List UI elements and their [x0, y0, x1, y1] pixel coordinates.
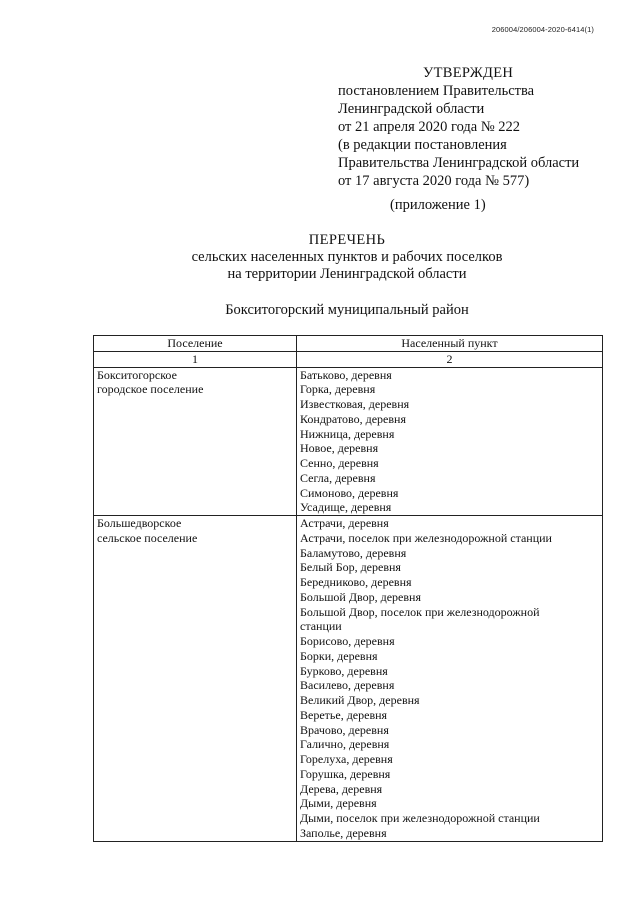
locality-cell [297, 367, 603, 516]
locality-item: Кондратово, деревня [300, 411, 406, 426]
approval-line: от 21 апреля 2020 года № 222 [338, 119, 521, 135]
settlement-name-line: Большедворское [97, 516, 182, 530]
locality-item: Новое, деревня [300, 441, 379, 456]
appendix-label: (приложение 1) [390, 197, 486, 213]
locality-cell [297, 516, 603, 842]
column-number: 1 [94, 351, 297, 367]
settlement-cell [94, 516, 297, 842]
locality-item: Большой Двор, поселок при железнодорожной [300, 604, 540, 619]
list-title: ПЕРЕЧЕНЬ [308, 232, 386, 248]
approval-line: Ленинградской области [338, 101, 485, 117]
locality-item: Сенно, деревня [300, 456, 379, 470]
list-heading [0, 232, 640, 283]
locality-item: Галично, деревня [300, 737, 390, 752]
approval-line: Правительства Ленинградской области [338, 155, 580, 171]
table-header-row [94, 336, 603, 352]
locality-item: Нижница, деревня [300, 426, 395, 441]
table-row [94, 516, 603, 842]
locality-item: станции [300, 619, 342, 634]
settlement-cell [94, 367, 297, 516]
locality-item: Сегла, деревня [300, 470, 376, 485]
approval-line: (в редакции постановления [338, 137, 507, 153]
approval-line: от 17 августа 2020 года № 577) [338, 173, 530, 189]
column-number-row [94, 351, 603, 367]
locality-item: Бурково, деревня [300, 663, 388, 678]
settlement-name-line: городское поселение [97, 382, 204, 397]
list-subtitle-line: на территории Ленинградской области [227, 266, 467, 282]
locality-item: Горушка, деревня [300, 766, 391, 781]
locality-item: Симоново, деревня [300, 485, 399, 500]
locality-item: Батьково, деревня [300, 367, 392, 382]
locality-item: Борки, деревня [300, 648, 378, 663]
locality-item: Великий Двор, деревня [300, 693, 420, 707]
settlement-name-line: Бокситогорское [97, 367, 177, 382]
locality-item: Астрачи, деревня [300, 516, 389, 530]
header-settlement: Поселение [94, 336, 297, 352]
settlement-name-line: сельское поселение [97, 530, 198, 545]
locality-item: Усадище, деревня [300, 500, 392, 515]
column-number: 2 [297, 351, 603, 367]
list-subtitle-line: сельских населенных пунктов и рабочих поселков [191, 249, 503, 265]
locality-item: Горка, деревня [300, 382, 376, 397]
locality-item: Дерева, деревня [300, 781, 383, 796]
locality-item: Известковая, деревня [300, 397, 410, 411]
approval-block [338, 64, 608, 214]
locality-item: Бередниково, деревня [300, 575, 412, 589]
header-locality: Населенный пункт [297, 336, 603, 352]
settlements-table [93, 335, 603, 842]
document-id: 206004/206004-2020-6414(1) [491, 25, 594, 34]
locality-item: Баламутово, деревня [300, 545, 407, 560]
locality-item: Веретье, деревня [300, 707, 388, 722]
locality-item: Дыми, деревня [300, 796, 377, 811]
locality-item: Василево, деревня [300, 678, 395, 693]
table-body [94, 351, 603, 841]
locality-item: Дыми, поселок при железнодорожной станции [300, 811, 540, 825]
district-title: Бокситогорский муниципальный район [225, 302, 469, 318]
approval-title: УТВЕРЖДЕН [423, 65, 514, 81]
locality-item: Врачово, деревня [300, 722, 389, 737]
approval-line: постановлением Правительства [338, 83, 535, 99]
locality-item: Горелуха, деревня [300, 752, 393, 766]
locality-item: Большой Двор, деревня [300, 589, 421, 604]
table-row [94, 367, 603, 516]
locality-item: Заполье, деревня [300, 825, 387, 840]
locality-item: Борисово, деревня [300, 634, 395, 648]
locality-item: Белый Бор, деревня [300, 560, 401, 575]
locality-item: Астрачи, поселок при железнодорожной станции [300, 530, 552, 545]
